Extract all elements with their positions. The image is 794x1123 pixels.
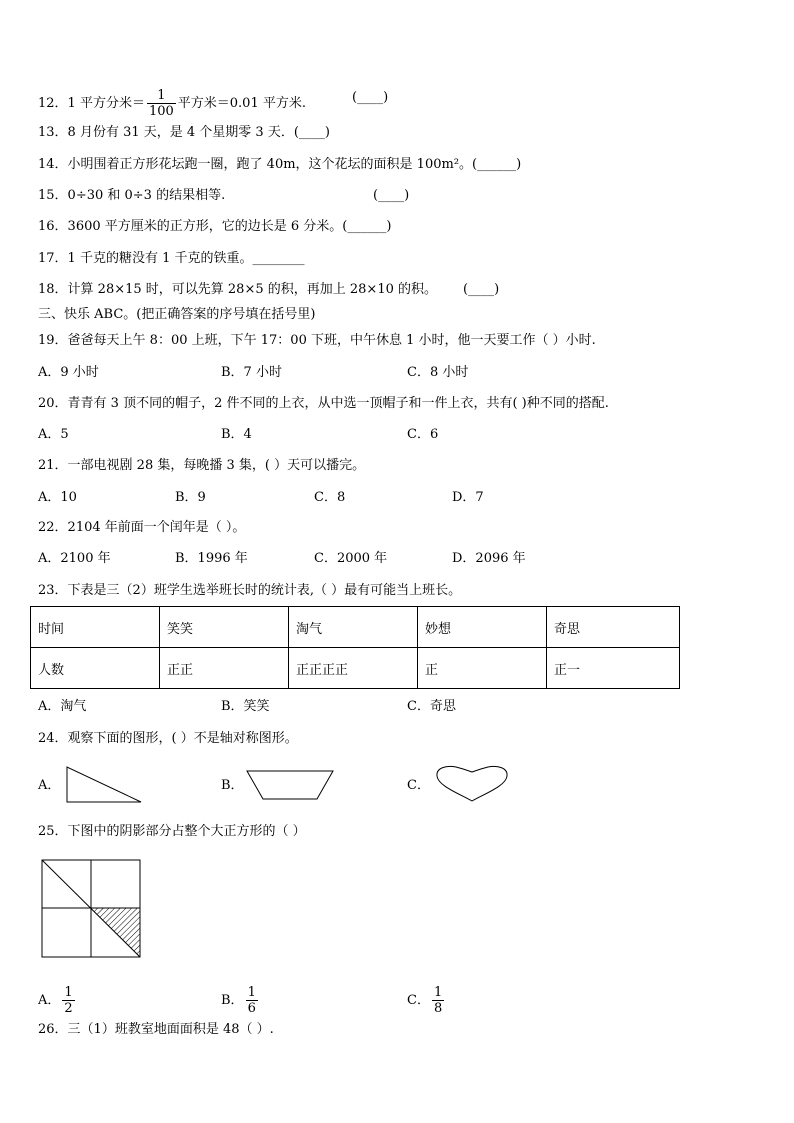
q22-option-b[interactable]: B．1996 年 bbox=[175, 551, 248, 566]
q19-option-a[interactable]: A．9 小时 bbox=[38, 365, 99, 380]
q20-option-c[interactable]: C．6 bbox=[407, 427, 439, 442]
q22-option-c[interactable]: C．2000 年 bbox=[314, 551, 388, 566]
q22-option-a[interactable]: A．2100 年 bbox=[38, 551, 111, 566]
fraction-denominator: 2 bbox=[64, 1001, 73, 1016]
fraction-numerator: 1 bbox=[433, 985, 443, 1000]
table-cell: 奇思 bbox=[547, 607, 680, 648]
table-cell: 妙想 bbox=[418, 607, 547, 648]
q12-answer-blank[interactable]: (____) bbox=[352, 90, 389, 105]
table-cell: 正 bbox=[418, 648, 547, 689]
question-13: 13．8 月份有 31 天，是 4 个星期零 3 天．(____) bbox=[38, 125, 330, 140]
q22-option-d[interactable]: D．2096 年 bbox=[452, 551, 526, 566]
table-cell: 时间 bbox=[31, 607, 160, 648]
q25-option-a[interactable] bbox=[38, 985, 77, 1016]
fraction-denominator: 8 bbox=[433, 1001, 443, 1016]
q24-option-c[interactable]: C． bbox=[407, 778, 430, 793]
q25-option-a-fraction bbox=[62, 985, 74, 1016]
table-header-row bbox=[31, 607, 680, 648]
question-19: 19．爸爸每天上午 8：00 上班，下午 17：00 下班，中午休息 1 小时，他一天要工作（ ）小时. bbox=[38, 333, 596, 348]
fraction-numerator: 1 bbox=[247, 985, 256, 1000]
fraction-denominator: 6 bbox=[247, 1001, 256, 1016]
question-24: 24．观察下面的图形，( ）不是轴对称图形。 bbox=[38, 731, 298, 746]
q20-option-a[interactable]: A．5 bbox=[38, 427, 69, 442]
q12-frac-denominator: 100 bbox=[148, 104, 174, 119]
question-17: 17．1 千克的糖没有 1 千克的铁重。________ bbox=[38, 251, 305, 266]
q18-answer-blank[interactable]: (____) bbox=[463, 282, 500, 297]
question-12 bbox=[38, 88, 306, 119]
table-cell: 人数 bbox=[31, 648, 160, 689]
table-cell: 笑笑 bbox=[160, 607, 289, 648]
question-16: 16．3600 平方厘米的正方形，它的边长是 6 分米。(______) bbox=[38, 219, 392, 234]
table-cell: 淘气 bbox=[289, 607, 418, 648]
question-20: 20．青青有 3 顶不同的帽子，2 件不同的上衣，从中选一顶帽子和一件上衣，共有( )种不同的搭配. bbox=[38, 396, 609, 411]
table-cell: 正正 bbox=[160, 648, 289, 689]
q23-option-c[interactable]: C．奇思 bbox=[407, 699, 456, 714]
q12-fraction bbox=[147, 88, 176, 119]
q19-option-c[interactable]: C．8 小时 bbox=[407, 365, 469, 380]
question-18: 18．计算 28×15 时，可以先算 28×5 的积，再加上 28×10 的积。 bbox=[38, 282, 437, 297]
question-14: 14．小明围着正方形花坛跑一圈，跑了 40m，这个花坛的面积是 100m²。(______) bbox=[38, 157, 522, 172]
trapezoid-shape bbox=[245, 768, 335, 802]
right-triangle-shape bbox=[64, 765, 144, 805]
question-21: 21．一部电视剧 28 集，每晚播 3 集，( ）天可以播完。 bbox=[38, 458, 366, 473]
q12-frac-numerator: 1 bbox=[157, 88, 166, 103]
q15-answer-blank[interactable]: (____) bbox=[373, 188, 410, 203]
election-tally-table bbox=[30, 606, 680, 689]
q25-option-c[interactable] bbox=[407, 985, 446, 1016]
question-15: 15．0÷30 和 0÷3 的结果相等. bbox=[38, 188, 226, 203]
q25-option-a-label: A． bbox=[38, 993, 61, 1008]
q23-option-b[interactable]: B．笑笑 bbox=[221, 699, 270, 714]
question-25: 25．下图中的阴影部分占整个大正方形的（ ） bbox=[38, 824, 306, 839]
q21-option-c[interactable]: C．8 bbox=[314, 490, 346, 505]
table-row bbox=[31, 648, 680, 689]
q25-option-b-fraction bbox=[246, 985, 258, 1016]
q12-prefix: 12．1 平方分米＝ bbox=[38, 96, 145, 111]
table-cell: 正一 bbox=[547, 648, 680, 689]
q12-suffix: 平方米＝0.01 平方米. bbox=[177, 96, 306, 111]
q19-option-b[interactable]: B．7 小时 bbox=[221, 365, 282, 380]
q21-option-b[interactable]: B．9 bbox=[175, 490, 206, 505]
q24-option-a[interactable]: A． bbox=[38, 778, 61, 793]
q20-option-b[interactable]: B．4 bbox=[221, 427, 252, 442]
q21-option-a[interactable]: A．10 bbox=[38, 490, 77, 505]
fraction-numerator: 1 bbox=[64, 985, 73, 1000]
q25-option-c-fraction bbox=[432, 985, 444, 1016]
question-22: 22．2104 年前面一个闰年是（ ）。 bbox=[38, 520, 246, 535]
q23-option-a[interactable]: A．淘气 bbox=[38, 699, 87, 714]
q24-option-b[interactable]: B． bbox=[221, 778, 244, 793]
heart-shape bbox=[434, 764, 510, 804]
section-3-heading: 三、快乐 ABC。(把正确答案的序号填在括号里) bbox=[38, 307, 316, 322]
table-cell: 正正正正 bbox=[289, 648, 418, 689]
question-26: 26．三（1）班教室地面面积是 48（ ）. bbox=[38, 1022, 274, 1037]
q25-option-b-label: B． bbox=[221, 993, 244, 1008]
q25-option-c-label: C． bbox=[407, 993, 430, 1008]
question-23: 23．下表是三（2）班学生选举班长时的统计表,（ ）最有可能当上班长。 bbox=[38, 583, 462, 598]
q21-option-d[interactable]: D．7 bbox=[452, 490, 484, 505]
shaded-square-diagram bbox=[40, 858, 144, 960]
q25-option-b[interactable] bbox=[221, 985, 260, 1016]
